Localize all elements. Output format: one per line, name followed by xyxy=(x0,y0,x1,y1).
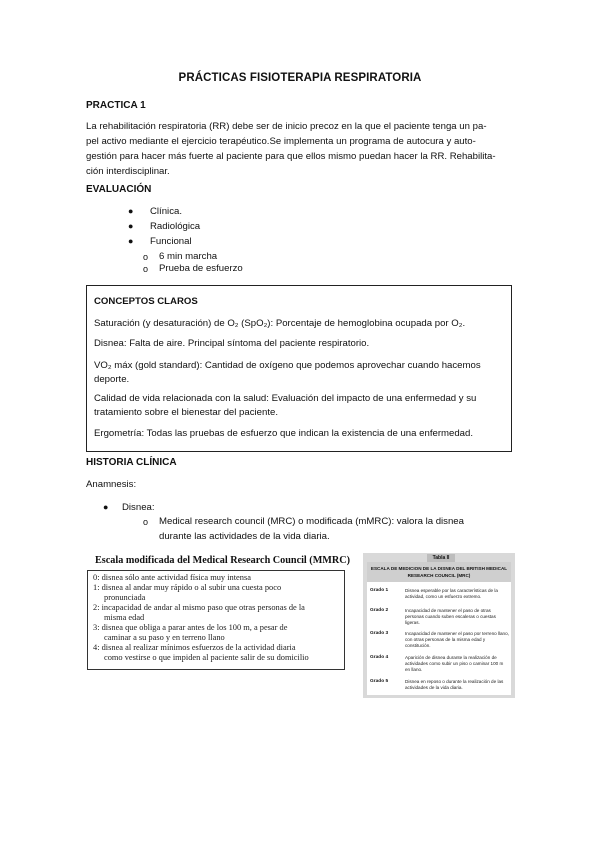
page-title: PRÁCTICAS FISIOTERAPIA RESPIRATORIA xyxy=(178,72,422,84)
grade-label: Grado 4 xyxy=(370,655,389,660)
conceptos-heading: CONCEPTOS CLAROS xyxy=(94,296,198,307)
table-body xyxy=(367,562,511,695)
mmrc-line: caminar a su paso y en terreno llano xyxy=(104,633,225,642)
list-subitem: Prueba de esfuerzo xyxy=(159,263,243,274)
mrc-line: Medical research council (MRC) o modificada (mMRC): valora la disnea xyxy=(159,516,464,527)
mmrc-line: 0: disnea sólo ante actividad física muy intensa xyxy=(93,573,251,582)
british-mrc-table xyxy=(363,553,515,698)
mmrc-title: Escala modificada del Medical Research Council (MMRC) xyxy=(95,555,351,566)
anamnesis-label: Anamnesis: xyxy=(86,479,137,490)
conceptos-box xyxy=(86,285,512,452)
grade-label: Grado 3 xyxy=(370,631,389,636)
mmrc-line: 3: disnea que obliga a parar antes de los 100 m, a pesar de xyxy=(93,623,288,632)
mmrc-scale-figure xyxy=(87,555,351,669)
list-item: Clínica. xyxy=(150,206,182,217)
concept-ergometria: Ergometría: Todas las pruebas de esfuerzo que indican la existencia de una enfermedad. xyxy=(94,428,474,439)
list-item: Funcional xyxy=(150,236,192,247)
concept-disnea: Disnea: Falta de aire. Principal síntoma del paciente respiratorio. xyxy=(94,338,370,349)
list-subitem: 6 min marcha xyxy=(159,251,218,262)
intro-line: pel activo mediante el ejercicio terapéutico.Se implementa un programa de autocura y auto- xyxy=(86,136,476,147)
bullet-icon: ● xyxy=(128,206,134,216)
circle-bullet-icon: o xyxy=(143,264,149,274)
mrc-line: durante las actividades de la vida diaria. xyxy=(159,531,330,542)
evaluacion-heading: EVALUACIÓN xyxy=(86,184,152,195)
mmrc-box xyxy=(87,570,345,670)
bullet-icon: ● xyxy=(103,502,109,512)
practica-heading: PRACTICA 1 xyxy=(86,100,146,111)
grade-label: Grado 5 xyxy=(370,679,389,684)
concept-saturacion: Saturación (y desaturación) de O₂ (SpO₂): Porcentaje de hemoglobina ocupada por O₂. xyxy=(94,318,466,329)
bullet-icon: ● xyxy=(128,221,134,231)
grade-label: Grado 1 xyxy=(370,588,389,593)
grade-description: Disnea en reposo o durante la realización de las actividades de la vida diaria. xyxy=(405,679,504,690)
grade-description: Incapacidad de mantener el paso de otras personas cuando suben escaleras o cuestas ligeras. xyxy=(405,608,496,625)
circle-bullet-icon: o xyxy=(143,252,149,262)
bullet-icon: ● xyxy=(128,236,134,246)
concept-vo2: VO₂ máx (gold standard): Cantidad de oxígeno que podemos aprovechar cuando hacemos deporte. xyxy=(94,360,481,385)
circle-bullet-icon: o xyxy=(143,517,149,527)
intro-line: La rehabilitación respiratoria (RR) debe ser de inicio precoz en la que el paciente tenga un pa- xyxy=(86,121,487,132)
mmrc-line: 1: disnea al andar muy rápido o al subir una cuesta poco xyxy=(93,583,282,592)
grade-description: Aparición de disnea durante la realización de actividades como subir un piso o caminar 100 m en llano. xyxy=(405,655,504,672)
mmrc-line: 2: incapacidad de andar al mismo paso que otras personas de la xyxy=(93,603,305,612)
intro-line: gestión para hacer más fuerte al paciente para que ellos mismo puedan hacer la RR. Rehabilita- xyxy=(86,151,496,162)
mmrc-line: pronunciada xyxy=(104,593,146,602)
table-tab-label: Tabla II xyxy=(427,554,455,562)
intro-line: ción interdisciplinar. xyxy=(86,166,170,177)
table-header: ESCALA DE MEDICION DE LA DISNEA DEL BRITISH MEDICAL RESEARCH COUNCIL (MRC) xyxy=(367,562,511,582)
mmrc-line: misma edad xyxy=(104,613,145,622)
grade-description: Incapacidad de mantener el paso por terreno llano, con otras personas de la misma edad y constitución. xyxy=(405,631,509,648)
grade-description: Disnea esperable por las características de la actividad, como un esfuerzo extremo. xyxy=(405,588,498,599)
historia-heading: HISTORIA CLÍNICA xyxy=(86,457,177,468)
mmrc-line: como vestirse o que impiden al paciente salir de su domicilio xyxy=(104,653,309,662)
mmrc-line: 4: disnea al realizar mínimos esfuerzos de la actividad diaria xyxy=(93,643,296,652)
concept-calidad: Calidad de vida relacionada con la salud: Evaluación del impacto de una enfermedad y su tratamiento sobre el bienestar del paciente. xyxy=(94,393,477,418)
list-item: Radiológica xyxy=(150,221,201,232)
disnea-item: Disnea: xyxy=(122,502,155,513)
grade-label: Grado 2 xyxy=(370,608,389,613)
